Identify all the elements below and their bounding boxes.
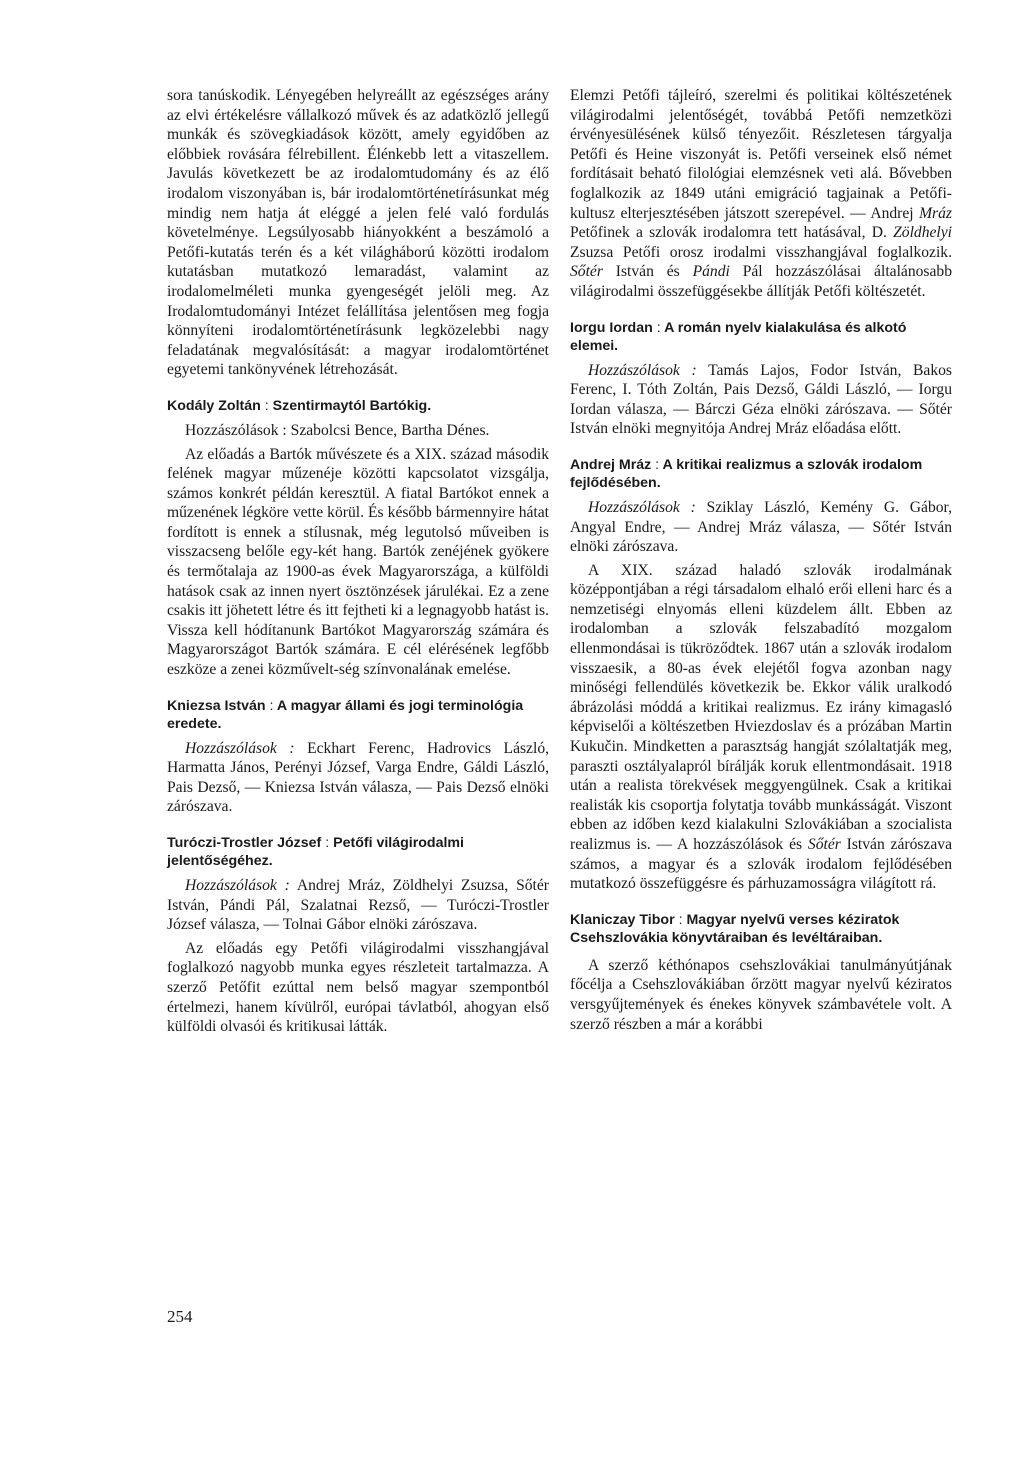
section-heading-kniezsa (167, 697, 549, 733)
heading-title: A kritikai realizmus a szlovák irodalom fejlődésében. (570, 456, 923, 491)
right-column (570, 86, 952, 1034)
heading-title: A magyar állami és jogi terminológia eredete. (167, 697, 524, 732)
heading-separator: : (656, 319, 661, 336)
italic-name: Mráz (919, 204, 952, 222)
text-run: Elemzi Petőfi tájleíró, szerelmi és politikai költészetének világirodalmi jelentőségét, továbbá Petőfi nemzetközi érvényesülésének külső tényezőit. Részletesen tárgyalja Petőfi és Heine viszonyát is. Petőfi verseinek első német fordításait beható filológiai elemzésnek veti alá. Bővebben foglalkozik az 1849 utáni emigráció tagjainak a Petőfi-kultusz elterjesztésében játszott szerepével. — Andrej (570, 87, 952, 222)
comments-list: Tamás Lajos, Fodor István, Bakos Ferenc, I. Tóth Zoltán, Pais Dezső, Gáldi László, — Iorgu Iordan válasza, — Bárczi Géza elnöki zárószava. — Sőtér István elnöki megnyitója Andrej Mráz előadása előtt. (570, 361, 952, 438)
heading-author: Iorgu Iordan (570, 319, 653, 336)
heading-author: Turóczi-Trostler József (167, 835, 322, 851)
comments-mraz (570, 498, 952, 557)
text-run: Zsuzsa Petőfi orosz irodalmi visszhangjával foglalkozik. (570, 243, 952, 261)
section-heading-klaniczay (570, 911, 952, 947)
body-kodaly: Az előadás a Bartók művészete és a XIX. század második felének magyar műzenéje közötti kapcsolatot vizsgálja, számos konkrét példán keresztül. A fiatal Bartókot ennek a műzenének légköre vette körül. És később bármennyire hátat fordított is ennek a stílusnak, még legutolsó műveiben is visszacseng belőle egy-két hang. Bartók zenéjének gyökere és termőtalaja az 1900-as évek Magyarországa, a külföldi hatások csak az innen nyert ösztönzések járulékai. Ez a zene csakis itt jöhetett létre és itt fejtheti ki a legnagyobb hatást is. Vissza kell hódítanunk Bartókot Magyarország számára és Magyarországot Bartók számára. E cél elérésének legfőbb eszköze a zenei közművelt-ség színvonalának emelése. (167, 445, 549, 679)
text-run: A XIX. század haladó szlovák irodalmának középpontjában a régi társadalom elhaló erői elleni harc és a nemzetiségi elnyomás elleni küzdelem állt. Ebben az irodalomban a szlovák felszabadító mozgalom ellenmondásai is tükröződtek. 1867 után a szlovák irodalom visszaesik, a 80-as évek elejétől fogva azonban nagy minőségi fellendülés következik be. Ekkor válik uralkodó ábrázolási móddá a kritikai realizmus. Ez irány kimagasló képviselői a költészetben Hviezdoslav és a prózában Martin Kukučin. Mindketten a parasztság hangját szólaltatják meg, paraszti osztályalapról bírálják koruk ellentmondásait. 1918 után a realista törekvések meggyengülnek. Csak a kritikai realisták kis csoportja folytatja tovább munkásságát. Viszont ebben az időben kezd kialakulni Szlovákiában a szocialista realizmus is. — A hozzászólások és (570, 561, 952, 853)
text-run: István zárószava számos, a magyar és a szlovák irodalom fejlődésében mutatkozó összefüggésre és párhuzamosságra világított rá. (570, 836, 952, 893)
body-turoczi: Az előadás egy Petőfi világirodalmi visszhangjával foglalkozó nagyobb munka egyes részleteit tartalmazza. A szerző Petőfit ezúttal nem belső magyar szempontból értelmezi, hanem kívülről, európai távlatból, ahogyan első külföldi olvasói és kritikusai látták. (167, 939, 549, 1036)
left-intro-paragraph: sora tanúskodik. Lényegében helyreállt az egészséges arány az elvi értékelésre vállalkozó művek és az adatközlő jellegű munkák és szövegkiadások között, amely egyidőben az előbbiek rovására félrebillent. Élénkebb lett a vitaszellem. Javulás következett be az irodalomtudomány és az élő irodalom viszonyában is, bár irodalomtörténetírásunkat még mindig nem hatja át eléggé a jelen felé való fordulás követelménye. Legsúlyosabb hiányokként a beszámoló a Petőfi-kutatás terén és a két világháború közötti irodalom kutatásban mutatkozó lemaradást, valamint az irodalomelméleti munka gyengeségét jelöli meg. Az Irodalomtudományi Intézet felállítása jelentősen meg fogja könnyíteni irodalomtörténetírásunk legközelebbi nagy feladatának megvalósítását: a magyar irodalomtörténet egyetemi tankönyvének létrehozását. (167, 87, 549, 379)
section-heading-kodaly (167, 397, 549, 415)
italic-name: Zöldhelyi (893, 224, 952, 242)
section-heading-mraz (570, 456, 952, 492)
comments-label: Hozzászólások : (588, 361, 697, 379)
comments-list: Eckhart Ferenc, Hadrovics László, Harmatta János, Perényi József, Varga Endre, Gáldi László, Pais Dezső, — Kniezsa István válasza, — Pais Dezső elnöki zárószava. (167, 739, 550, 816)
comments-turoczi (167, 876, 549, 935)
body-mraz (570, 561, 952, 894)
text-run: István és (602, 263, 693, 281)
italic-name: Sőtér (807, 836, 841, 853)
comments-kodaly: Hozzászólások : Szabolcsi Bence, Bartha Dénes. (185, 421, 490, 439)
heading-separator: : (678, 911, 683, 928)
heading-title: Magyar nyelvű verses kéziratok Csehszlovákia könyvtáraiban és levéltáraiban. (570, 911, 900, 946)
heading-author: Andrej Mráz (570, 456, 652, 473)
body-klaniczay: A szerző kéthónapos csehszlovákiai tanulmányútjának főcélja a Csehszlovákiában őrzött magyar nyelvű kéziratos versgyűjtemények és énekes könyvek számbavétele volt. A szerző részben a már a korábbi (570, 956, 952, 1033)
text-run: Pál hozzászólásai általánosabb világirodalmi összefüggésekbe állítják Petőfi költészetét. (570, 263, 952, 300)
heading-separator: : (325, 835, 330, 851)
heading-title: Petőfi világirodalmi jelentőségéhez. (167, 835, 464, 869)
heading-title: A román nyelv kialakulása és alkotó elemei. (570, 319, 907, 354)
comments-label: Hozzászólások : (185, 739, 295, 757)
left-column (167, 86, 549, 1037)
comments-label: Hozzászólások : (588, 498, 696, 516)
page-number: 254 (167, 1307, 193, 1326)
heading-author: Klaniczay Tibor (570, 911, 675, 928)
text-run: Petőfinek a szlovák irodalomra tett hatásával, D. (570, 224, 894, 242)
comments-list: Andrej Mráz, Zöldhelyi Zsuzsa, Sőtér István, Pándi Pál, Szalatnai Rezső, — Turóczi-Trostler József válasza, — Tolnai Gábor elnöki zárószava. (167, 877, 549, 934)
heading-separator: : (264, 397, 269, 414)
comments-kniezsa (167, 739, 549, 817)
heading-title: Szentirmaytól Bartókig. (272, 397, 432, 414)
comments-list: Sziklay László, Kemény G. Gábor, Angyal Endre, — Andrej Mráz válasza, — Sőtér István elnöki zárószava. (570, 498, 953, 556)
comments-label: Hozzászólások : (185, 877, 290, 894)
section-heading-iordan (570, 319, 952, 355)
heading-author: Kniezsa István (167, 697, 266, 714)
heading-separator: : (269, 697, 274, 714)
italic-name: Sőtér (570, 263, 603, 281)
right-intro-paragraph (570, 86, 952, 302)
comments-iordan (570, 361, 952, 439)
italic-name: Pándi (692, 263, 730, 281)
heading-separator: : (655, 456, 660, 473)
section-heading-turoczi (167, 834, 549, 870)
heading-author: Kodály Zoltán (167, 397, 261, 414)
